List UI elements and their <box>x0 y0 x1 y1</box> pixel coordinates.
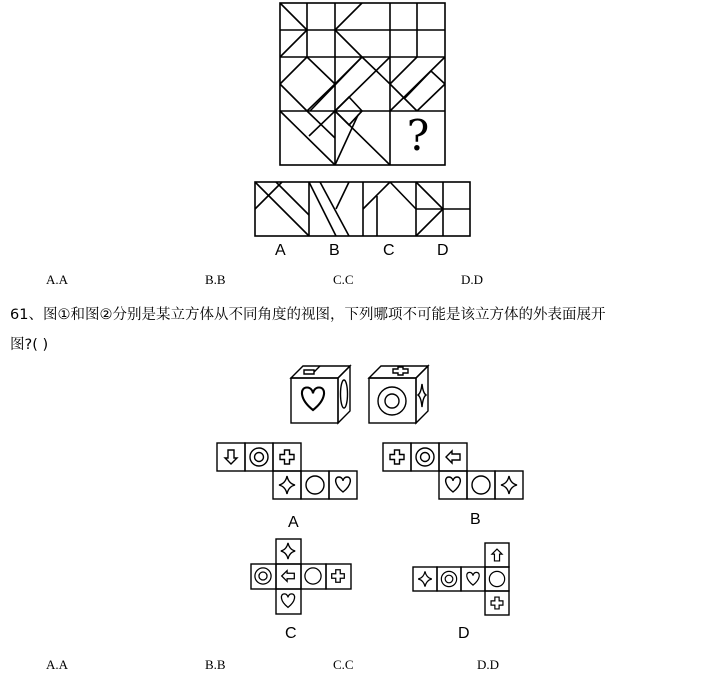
q60-option-b[interactable]: B.B <box>205 272 226 287</box>
question-mark: ? <box>406 111 430 160</box>
q60-option-a[interactable]: A.A <box>46 272 69 287</box>
q60-figure-label-d: D <box>437 242 449 259</box>
q61-figure-label-a: A <box>288 514 299 531</box>
q61-figure-label-c: C <box>285 625 297 642</box>
q61-option-c[interactable]: C.C <box>333 657 354 672</box>
q60-figure-label-b: B <box>329 242 340 259</box>
q60-option-d[interactable]: D.D <box>461 272 484 287</box>
net-c <box>251 539 351 614</box>
q61-option-d[interactable]: D.D <box>477 657 500 672</box>
q61-option-b[interactable]: B.B <box>205 657 226 672</box>
net-d <box>413 543 509 615</box>
q60-option-c[interactable]: C.C <box>333 272 354 287</box>
q61-option-a[interactable]: A.A <box>46 657 69 672</box>
net-a <box>217 443 357 499</box>
q61-question-line2: 图?( ) <box>10 337 49 353</box>
q61-figure-label-d: D <box>458 625 470 642</box>
cube-view-2 <box>369 366 428 423</box>
q60-figure-label-c: C <box>383 242 395 259</box>
net-b <box>383 443 523 499</box>
q60-figure-label-a: A <box>275 242 286 259</box>
cube-view-1 <box>291 366 350 423</box>
q61-figure-label-b: B <box>470 511 481 528</box>
q61-question-line1: 61、图①和图②分别是某立方体从不同角度的视图，下列哪项不可能是该立方体的外表面展开 <box>10 307 606 323</box>
